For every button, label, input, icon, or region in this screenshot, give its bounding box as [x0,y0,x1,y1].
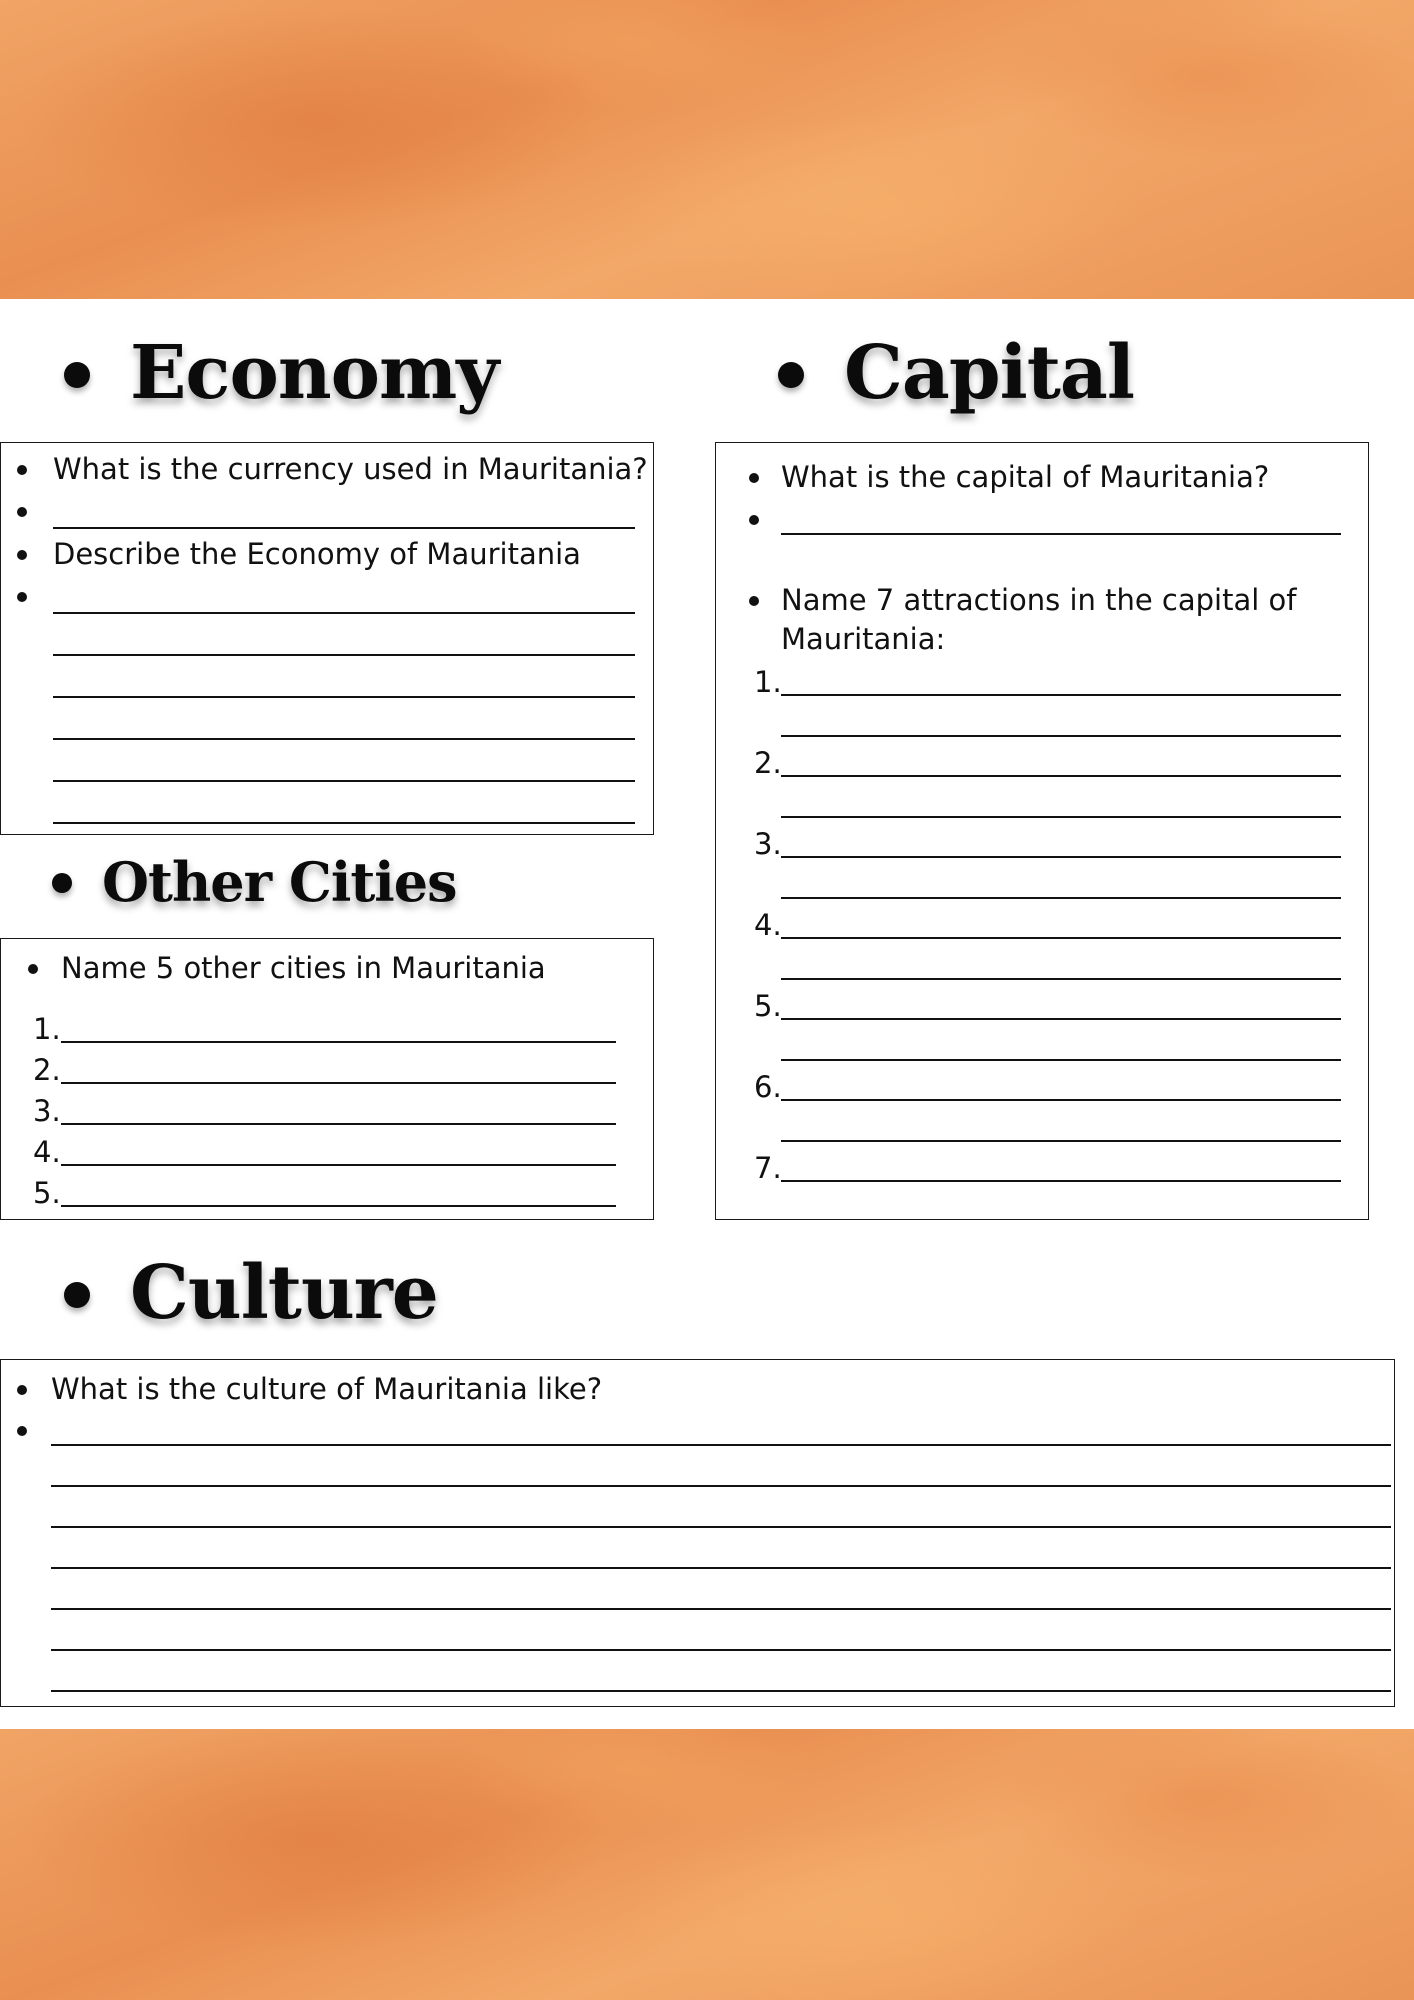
attraction-answer-line[interactable] [781,1018,1341,1020]
capital-answer-line[interactable] [781,533,1341,535]
attraction-answer-line[interactable] [781,775,1341,777]
city-answer-line[interactable] [61,1205,616,1207]
culture-answer-line[interactable] [51,1690,1391,1692]
culture-box [0,1359,1395,1707]
culture-answer-line[interactable] [51,1444,1391,1446]
bullet [17,1426,27,1436]
capital-box [715,442,1369,1220]
bullet [17,550,27,560]
list-number: 4. [33,1135,61,1169]
list-number: 2. [754,746,782,780]
bullet [17,592,27,602]
list-number: 7. [754,1151,782,1185]
bullet [749,515,759,525]
attraction-answer-line[interactable] [781,1180,1341,1182]
list-number: 4. [754,908,782,942]
currency-question: What is the currency used in Mauritania? [53,452,648,486]
bottom-banner [0,1729,1414,2000]
economy-question: Describe the Economy of Mauritania [53,537,581,571]
culture-answer-line[interactable] [51,1608,1391,1610]
attraction-answer-line[interactable] [781,1059,1341,1061]
list-number: 2. [33,1053,61,1087]
economy-answer-line[interactable] [53,780,635,782]
list-number: 3. [33,1094,61,1128]
capital-heading: Capital [778,328,1134,418]
economy-answer-line[interactable] [53,738,635,740]
capital-question: What is the capital of Mauritania? [781,460,1270,494]
attractions-question-line1: Name 7 attractions in the capital of [781,583,1297,617]
heading-bullet [64,1282,90,1308]
attraction-answer-line[interactable] [781,735,1341,737]
economy-box [0,442,654,835]
bullet [749,473,759,483]
list-number: 6. [754,1070,782,1104]
currency-answer-line[interactable] [53,527,635,529]
list-number: 3. [754,827,782,861]
list-number: 1. [754,665,782,699]
attraction-answer-line[interactable] [781,897,1341,899]
culture-heading: Culture [64,1248,438,1338]
city-answer-line[interactable] [61,1164,616,1166]
heading-bullet [778,362,804,388]
attraction-answer-line[interactable] [781,978,1341,980]
list-number: 5. [33,1176,61,1210]
economy-answer-line[interactable] [53,612,635,614]
bullet [749,596,759,606]
economy-heading: Economy [64,328,498,418]
other-cities-heading: Other Cities [52,847,457,917]
city-answer-line[interactable] [61,1041,616,1043]
list-number: 5. [754,989,782,1023]
attractions-question-line2: Mauritania: [781,622,946,656]
economy-answer-line[interactable] [53,822,635,824]
attraction-answer-line[interactable] [781,1140,1341,1142]
heading-bullet [64,362,90,388]
culture-answer-line[interactable] [51,1567,1391,1569]
bullet [17,1385,27,1395]
culture-question: What is the culture of Mauritania like? [51,1372,603,1406]
bullet [17,507,27,517]
bullet [28,964,38,974]
culture-answer-line[interactable] [51,1649,1391,1651]
economy-answer-line[interactable] [53,654,635,656]
attraction-answer-line[interactable] [781,856,1341,858]
other-cities-box [0,938,654,1220]
economy-answer-line[interactable] [53,696,635,698]
attraction-answer-line[interactable] [781,816,1341,818]
attraction-answer-line[interactable] [781,937,1341,939]
city-answer-line[interactable] [61,1123,616,1125]
attraction-answer-line[interactable] [781,1099,1341,1101]
bullet [17,465,27,475]
list-number: 1. [33,1012,61,1046]
attraction-answer-line[interactable] [781,694,1341,696]
culture-answer-line[interactable] [51,1485,1391,1487]
top-banner [0,0,1414,299]
culture-answer-line[interactable] [51,1526,1391,1528]
cities-question: Name 5 other cities in Mauritania [61,951,546,985]
city-answer-line[interactable] [61,1082,616,1084]
heading-bullet [52,873,72,893]
